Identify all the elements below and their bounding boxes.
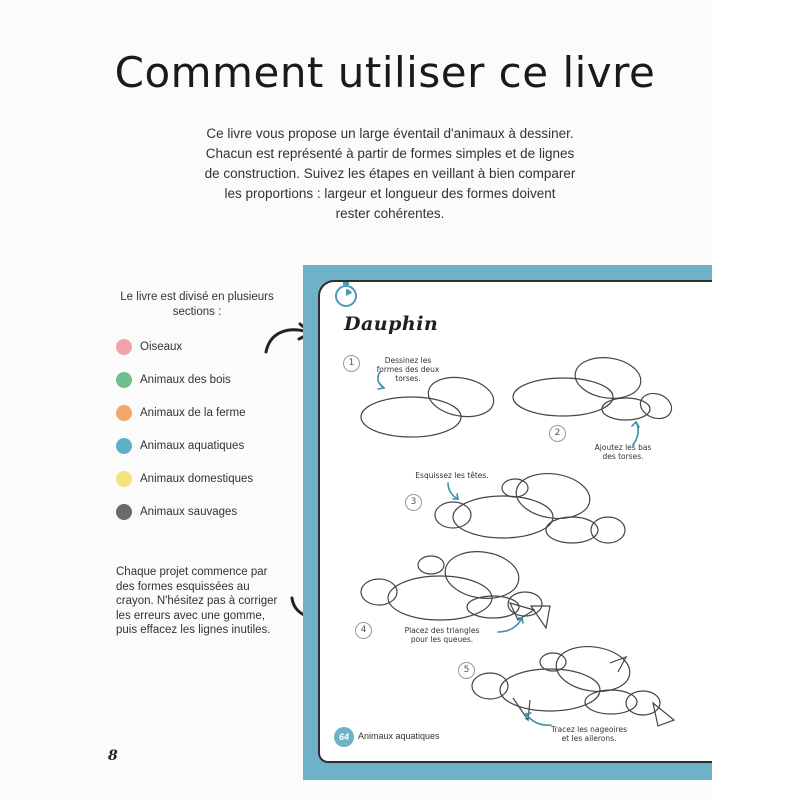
torso-shape (361, 397, 461, 437)
step-note: Placez des triangles pour les queues. (404, 626, 480, 644)
torso-shape (591, 517, 625, 543)
step-number: 2 (549, 425, 566, 442)
hint-arrow (448, 483, 458, 499)
color-dot (116, 372, 132, 388)
intro-line: rester cohérentes. (335, 206, 445, 221)
color-dot (116, 339, 132, 355)
page-title: Comment utiliser ce livre (114, 48, 656, 97)
legend-label: Animaux aquatiques (140, 439, 245, 452)
torso-shape (553, 642, 632, 696)
step-number: 5 (458, 662, 475, 679)
legend-label: Animaux de la ferme (140, 406, 246, 419)
example-title: Dauphin (344, 313, 439, 335)
sections-legend (116, 330, 253, 528)
intro-line: Chacun est représenté à partir de formes simples et de lignes (205, 146, 575, 161)
dolphin-drawing-steps (318, 280, 712, 763)
legend-item-animaux-de-la-ferme (116, 396, 253, 429)
hint-arrow (632, 422, 639, 427)
head-shape (472, 673, 508, 699)
step-note: Ajoutez les bas des torses. (594, 443, 652, 461)
legend-item-oiseaux (116, 330, 253, 363)
head-shape (502, 479, 528, 497)
tail-triangle (653, 703, 674, 726)
head-shape (361, 579, 397, 605)
legend-label: Animaux des bois (140, 373, 231, 386)
step-note: Tracez les nageoires et les ailerons. (550, 725, 628, 743)
color-dot (116, 438, 132, 454)
intro-paragraph (185, 124, 595, 224)
legend-label: Animaux sauvages (140, 505, 238, 518)
page-number: 8 (108, 748, 118, 764)
hint-arrow (526, 714, 551, 725)
torso-shape (546, 517, 598, 543)
torso-shape (513, 378, 613, 416)
color-dot (116, 471, 132, 487)
step-number: 3 (405, 494, 422, 511)
torso-shape (442, 547, 522, 603)
intro-line: Ce livre vous propose un large éventail d'animaux à dessiner. (206, 126, 574, 141)
legend-label: Oiseaux (140, 340, 183, 353)
step-number: 1 (343, 355, 360, 372)
step-note: Dessinez les formes des deux torses. (376, 356, 440, 383)
intro-line: les proportions : largeur et longueur des formes doivent (224, 186, 556, 201)
step-note: Esquissez les têtes. (415, 471, 489, 480)
head-shape (540, 653, 566, 671)
torso-shape (453, 496, 553, 538)
legend-label: Animaux domestiques (140, 472, 254, 485)
legend-item-animaux-des-bois (116, 363, 253, 396)
legend-item-animaux-aquatiques (116, 429, 253, 462)
example-section-label: Animaux aquatiques (358, 731, 440, 741)
legend-item-animaux-sauvages (116, 495, 253, 528)
sections-heading: Le livre est divisé en plusieurs sections : (120, 291, 274, 318)
page-margin (712, 0, 800, 800)
example-page-badge: 64 (334, 727, 354, 747)
legend-item-animaux-domestiques (116, 462, 253, 495)
color-dot (116, 405, 132, 421)
torso-shape (573, 354, 644, 403)
torso-shape (467, 596, 519, 618)
sketch-tip-text: Chaque projet commence par des formes esquissées au crayon. N'hésitez pas à corriger les erreurs avec une gomme, puis effacez les lignes inutiles. (116, 566, 278, 636)
torso-shape (637, 389, 675, 422)
color-dot (116, 504, 132, 520)
head-shape (418, 556, 444, 574)
step-number: 4 (355, 622, 372, 639)
intro-line: de construction. Suivez les étapes en veillant à bien comparer (204, 166, 576, 181)
torso-shape (602, 398, 650, 420)
